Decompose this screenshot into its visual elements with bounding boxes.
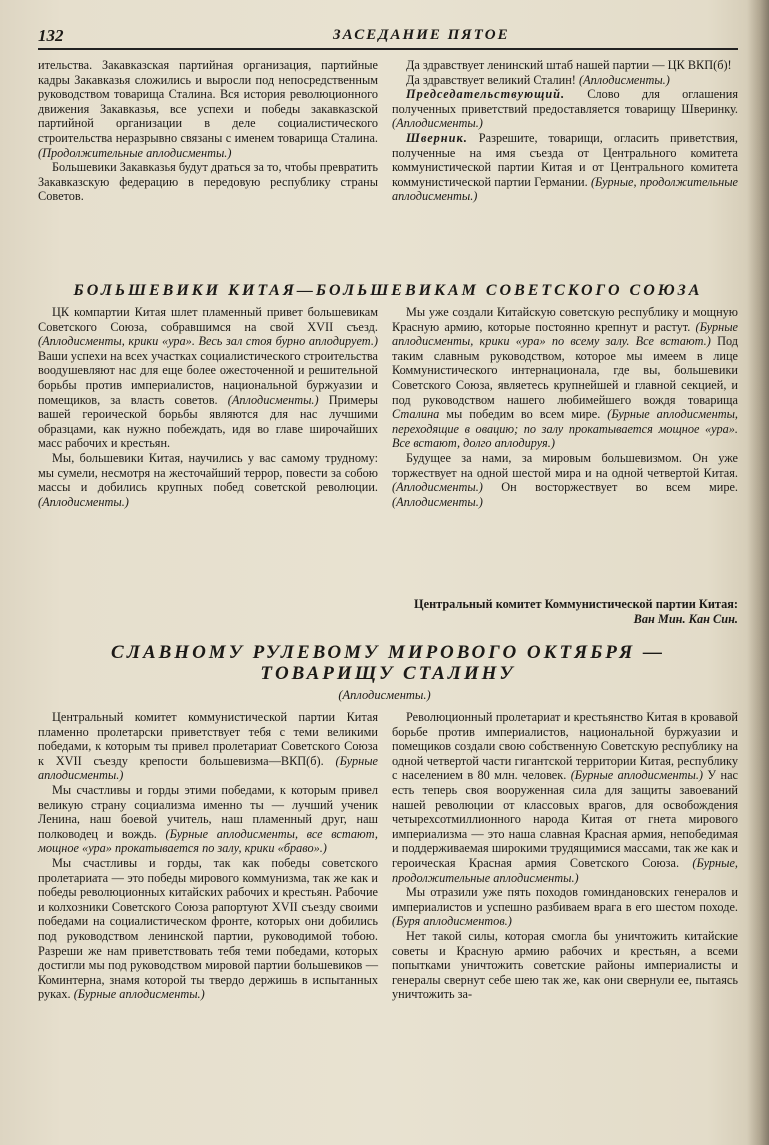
section1-right-column [392,305,738,509]
applause-note: (Бурные аплодисменты.) [73,987,205,1002]
paragraph-text: Примеры вашей героической борьбы являются для нас лучшими образцами, как нужно побеждать, идя во главе широчайших масс рабочих и крестьян. [38,392,379,451]
applause-note: (Аплодисменты.) [392,116,483,131]
paragraph [392,929,738,1002]
paragraph [392,58,738,73]
applause-note: (Буря аплодисментов.) [392,914,512,929]
section-title-line: СЛАВНОМУ РУЛЕВОМУ МИРОВОГО ОКТЯБРЯ — [111,642,665,663]
paragraph-text: Мы уже создали Китайскую советскую республику и мощную Красную армию, которые постоянно крепнут и растут. [392,305,738,334]
paragraph [392,305,738,451]
paragraph-text: Мы счастливы и горды, так как победы советского пролетариата — это победы мирового коммунизма, так же как и победы революционных китайских рабочих и крестьян. Рабочие и колхозники Советского Союза рапортуют XVII съезду своими победами на социалистическом фронте, которых они добились под руководством ленинской партии, руководимой тобою. Разреши же нам приветствовать тебя теми победами, которых достигли мы под руководством мировой партии большевиков — Коминтерна, знамя которой ты твердо держишь в испытанных руках. [38,855,378,1002]
applause-note: (Аплодисменты, крики «ура». Весь зал стоя бурно аплодирует.) [38,334,378,349]
paragraph [392,885,738,929]
applause-note: (Бурные аплодисменты.) [38,753,378,783]
paragraph [392,131,738,204]
paragraph-text: ительства. Закавказская партийная организация, партийные кадры Закавказья сложились и выросли под непосредственным руководством товарища Сталина. Вся история революционного движения Закавказья, все успехи и победы закавказской партийной организации в деле социалистического строительства неразрывно связаны с именем товарища Сталина. [38,58,378,145]
applause-note: (Бурные аплодисменты, все встают, мощное «ура» прокатывается по залу, крики «браво».) [38,826,378,856]
running-header [38,24,738,50]
running-title: ЗАСЕДАНИЕ ПЯТОЕ [333,27,510,43]
speaker-name: Председательствующий. [406,87,566,102]
paragraph-text: Революционный пролетариат и крестьянство Китая в кровавой борьбе против империалистов, национальной буржуазии и помещиков создали свою собственную Советскую республику на одной четвертой части гигантской территории Китая, республику с населением в 80 млн. человек. [392,710,738,783]
applause-note: (Аплодисменты.) [38,494,129,509]
applause-note: (Аплодисменты.) [392,494,483,509]
applause-note: (Бурные аплодисменты, крики «ура» по всему залу. Все встают.) [392,319,738,349]
paragraph-text: Он восторжествует во всем мире. [501,480,739,495]
applause-note: (Продолжительные аплодисменты.) [38,145,232,160]
paragraph [38,160,378,204]
paragraph-text: мы победим во всем мире. [446,407,601,422]
section-title-china-bolsheviks: БОЛЬШЕВИКИ КИТАЯ—БОЛЬШЕВИКАМ СОВЕТСКОГО СОЮЗА [73,282,703,299]
paragraph-text: Да здравствует ленинский штаб нашей партии — ЦК ВКП(б)! [406,58,732,72]
page-number: 132 [38,26,64,45]
paragraph-text: Разрешите, товарищи, огласить приветствия, полученные на имя съезда от Центрального комитета коммунистической партии Китая и от Центрального комитета коммунистической партии Германии. [392,130,738,189]
page-spine-shadow [747,0,769,1145]
paragraph [38,710,378,783]
paragraph [392,87,738,131]
paragraph [38,783,378,856]
applause-note: (Бурные, продолжительные аплодисменты.) [392,174,738,204]
paragraph [38,451,378,509]
paragraph-text: Будущее за нами, за мировым большевизмом. Он уже торжествует на одной шестой мира и на одной четвертой Китая. [392,450,738,480]
signature-organization: Центральный комитет Коммунистической партии Китая: [414,597,738,611]
paragraph [392,710,738,885]
paragraph-text: ЦК компартии Китая шлет пламенный привет большевикам Советского Союза, собравшимся на свой XVII съезд. [38,305,378,334]
paragraph-text: У нас есть теперь своя вооруженная сила для защиты завоеваний нашей революции от классовых врагов, для освобождения четырехсотмиллионного народа Китая от гнета мирового империализма — это наша славная Красная армия, непобедимая и поддерживаемая широкими трудящимися массами, так же как и героическая Красная армия Советского Союза. [392,768,739,870]
paragraph-text: Мы отразили уже пять походов гоминдановских генералов и империалистов и успешно разбиваем врага в его шестом походе. [392,885,738,914]
paragraph-text: Под таким славным руководством, которое мы имеем в лице Коммунистического интернационала, где вы, большевики Советского Союза, являетесь крупнейшей и главной секцией, и под руководством нашего любимейшего вождя товарища [392,334,738,407]
top-right-column [392,58,738,204]
applause-note: (Бурные, продолжительные аплодисменты.) [392,855,738,885]
paragraph-text: Центральный комитет коммунистической партии Китая пламенно пролетарски приветствует тебя с теми великими победами, к которым ты привел пролетариат Советского Союза к XVII съезду крепости большевизма—ВКП(б). [38,710,378,768]
paragraph [392,451,738,509]
section1-left-column [38,305,378,509]
paragraph-text: Ваши успехи на всех участках социалистического строительства воодушевляют нас для еще более ожесточенной и решительной борьбы против империалистов, национальной буржуазии и помещиков, за власть советов. [38,348,378,407]
emphasized-name: Сталина [392,407,440,422]
paragraph-text: Да здравствует великий Сталин! [406,72,576,87]
section2-subtitle: (Аплодисменты.) [338,688,431,702]
paragraph-text: Слово для оглашения полученных приветствий предоставляется товарищу Шверинку. [392,87,738,116]
applause-note: (Аплодисменты.) [227,392,319,407]
paragraph [38,305,378,451]
paragraph [38,58,378,160]
applause-note: (Аплодисменты.) [578,72,670,87]
paragraph-text: Большевики Закавказья будут драться за то, чтобы превратить Закавказскую федерацию в передовую республику страны Советов. [38,160,378,204]
top-left-column [38,58,378,204]
paragraph-text: Нет такой силы, которая смогла бы уничтожить китайские советы и Красную армию рабочих и крестьян, а всеми попытками уничтожить советские районы империалисты и генералы свернут себе шею так же, как они свернули ее, пытаясь уничтожить за- [392,928,738,1002]
paragraph-text: Мы, большевики Китая, научились у вас самому трудному: мы сумели, несмотря на жесточайший террор, повести за собою массы и добились крупных побед советской революции. [38,450,378,495]
section-title-line: ТОВАРИЩУ СТАЛИНУ [260,663,516,684]
signature-names: Ван Мин. Кан Син. [633,612,738,626]
speaker-name: Шверник. [406,130,468,145]
applause-note: (Бурные аплодисменты, переходящие в овацию; по залу прокатывается мощное «ура». Все встают, долго аплодируя.) [392,407,738,451]
applause-note: (Аплодисменты.) [392,480,483,495]
paragraph-text: Мы счастливы и горды этими победами, к которым привел великую страну социализма именно ты — лучший ученик Ленина, наш боевой учитель, наш пламенный друг, наш полководец и вождь. [38,782,378,841]
section2-left-column [38,710,378,1002]
paragraph [392,73,738,88]
section1-signature [200,597,738,627]
paragraph [38,856,378,1002]
applause-note: (Бурные аплодисменты.) [570,768,704,783]
section2-right-column [392,710,738,1002]
section-title-stalin [38,642,738,684]
